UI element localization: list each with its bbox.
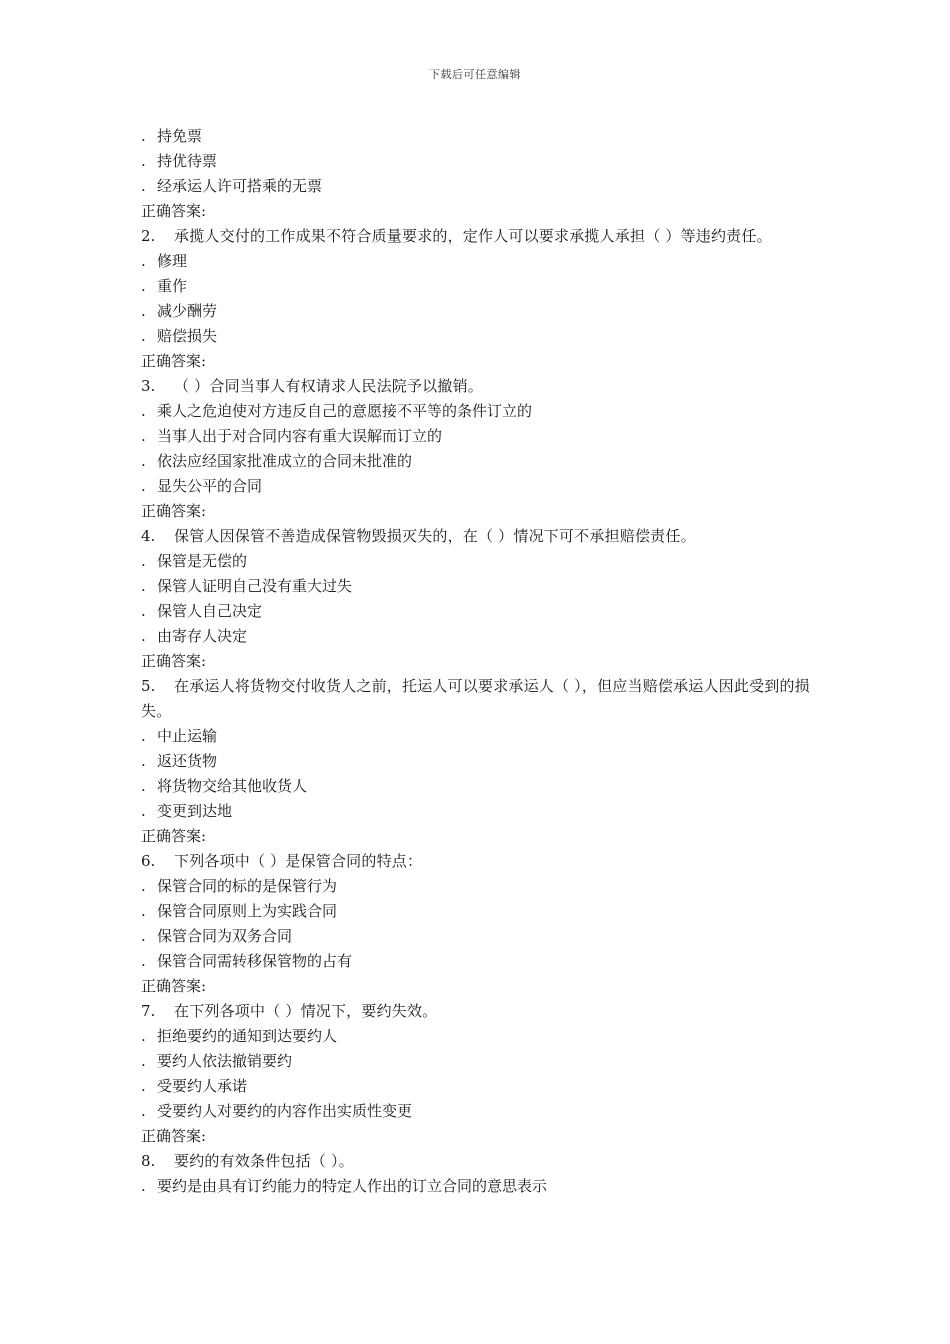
option-item: . 保管合同原则上为实践合同	[141, 899, 813, 924]
option-marker: .	[141, 177, 146, 195]
question-number: 6.	[141, 852, 156, 870]
option-item: . 持免票	[141, 124, 813, 149]
answer-label: 正确答案:	[141, 977, 207, 995]
question-stem	[141, 374, 813, 399]
option-marker: .	[141, 427, 146, 445]
option-marker: .	[141, 627, 146, 645]
option-marker: .	[141, 602, 146, 620]
option-item: . 受要约人承诺	[141, 1074, 813, 1099]
question-number: 5.	[141, 677, 156, 695]
option-item: . 保管合同的标的是保管行为	[141, 874, 813, 899]
question-number: 2.	[141, 227, 156, 245]
question-text: 在承运人将货物交付收货人之前，托运人可以要求承运人（ ），但应当赔偿承运人因此受到的损失。	[141, 677, 810, 720]
option-item: . 变更到达地	[141, 799, 813, 824]
option-marker: .	[141, 327, 146, 345]
answer-label: 正确答案:	[141, 1127, 207, 1145]
question-number: 7.	[141, 1002, 156, 1020]
question-stem	[141, 224, 813, 249]
option-marker: .	[141, 802, 146, 820]
option-item: . 将货物交给其他收货人	[141, 774, 813, 799]
question-text: 保管人因保管不善造成保管物毁损灭失的，在（ ）情况下可不承担赔偿责任。	[174, 527, 696, 545]
option-item: . 保管人自己决定	[141, 599, 813, 624]
answer-label: 正确答案:	[141, 652, 207, 670]
option-item: . 乘人之危迫使对方违反自己的意愿接不平等的条件订立的	[141, 399, 813, 424]
option-item: . 保管合同需转移保管物的占有	[141, 949, 813, 974]
option-item: . 赔偿损失	[141, 324, 813, 349]
option-marker: .	[141, 127, 146, 145]
option-marker: .	[141, 1177, 146, 1195]
question-list	[141, 124, 813, 1199]
answer-label: 正确答案:	[141, 502, 207, 520]
option-marker: .	[141, 277, 146, 295]
answer-label: 正确答案:	[141, 352, 207, 370]
option-marker: .	[141, 302, 146, 320]
question-stem	[141, 849, 813, 874]
option-marker: .	[141, 577, 146, 595]
option-item: . 依法应经国家批准成立的合同未批准的	[141, 449, 813, 474]
option-item: . 由寄存人决定	[141, 624, 813, 649]
option-marker: .	[141, 927, 146, 945]
question-number: 3.	[141, 377, 156, 395]
option-item: . 要约人依法撤销要约	[141, 1049, 813, 1074]
answer-label: 正确答案:	[141, 202, 207, 220]
option-item: . 减少酬劳	[141, 299, 813, 324]
option-item: . 显失公平的合同	[141, 474, 813, 499]
option-marker: .	[141, 1027, 146, 1045]
option-item: . 当事人出于对合同内容有重大误解而订立的	[141, 424, 813, 449]
answer-label: 正确答案:	[141, 827, 207, 845]
question-number: 8.	[141, 1152, 156, 1170]
question-number: 4.	[141, 527, 156, 545]
option-item: . 中止运输	[141, 724, 813, 749]
question-text: 要约的有效条件包括（ ）。	[174, 1152, 354, 1170]
option-item: . 返还货物	[141, 749, 813, 774]
option-item: . 要约是由具有订约能力的特定人作出的订立合同的意思表示	[141, 1174, 813, 1199]
question-stem	[141, 674, 813, 724]
option-item: . 持优待票	[141, 149, 813, 174]
option-marker: .	[141, 1052, 146, 1070]
option-item: . 保管合同为双务合同	[141, 924, 813, 949]
option-marker: .	[141, 902, 146, 920]
option-marker: .	[141, 452, 146, 470]
question-text: 下列各项中（ ）是保管合同的特点：	[174, 852, 423, 870]
option-item: . 受要约人对要约的内容作出实质性变更	[141, 1099, 813, 1124]
option-marker: .	[141, 877, 146, 895]
option-item: . 拒绝要约的通知到达要约人	[141, 1024, 813, 1049]
option-marker: .	[141, 252, 146, 270]
option-marker: .	[141, 152, 146, 170]
option-item: . 保管是无偿的	[141, 549, 813, 574]
question-text: 承揽人交付的工作成果不符合质量要求的，定作人可以要求承揽人承担（ ）等违约责任。	[174, 227, 772, 245]
option-item: . 重作	[141, 274, 813, 299]
question-text: （ ）合同当事人有权请求人民法院予以撤销。	[174, 377, 483, 395]
option-marker: .	[141, 477, 146, 495]
question-text: 在下列各项中（ ）情况下，要约失效。	[174, 1002, 438, 1020]
question-stem	[141, 524, 813, 549]
option-marker: .	[141, 952, 146, 970]
option-marker: .	[141, 402, 146, 420]
page-header: 下载后可任意编辑	[429, 68, 521, 81]
question-stem	[141, 999, 813, 1024]
option-item: . 保管人证明自己没有重大过失	[141, 574, 813, 599]
option-marker: .	[141, 777, 146, 795]
option-marker: .	[141, 1077, 146, 1095]
option-marker: .	[141, 752, 146, 770]
option-marker: .	[141, 727, 146, 745]
question-stem	[141, 1149, 813, 1174]
option-item: . 修理	[141, 249, 813, 274]
option-marker: .	[141, 552, 146, 570]
option-item: . 经承运人许可搭乘的无票	[141, 174, 813, 199]
option-marker: .	[141, 1102, 146, 1120]
